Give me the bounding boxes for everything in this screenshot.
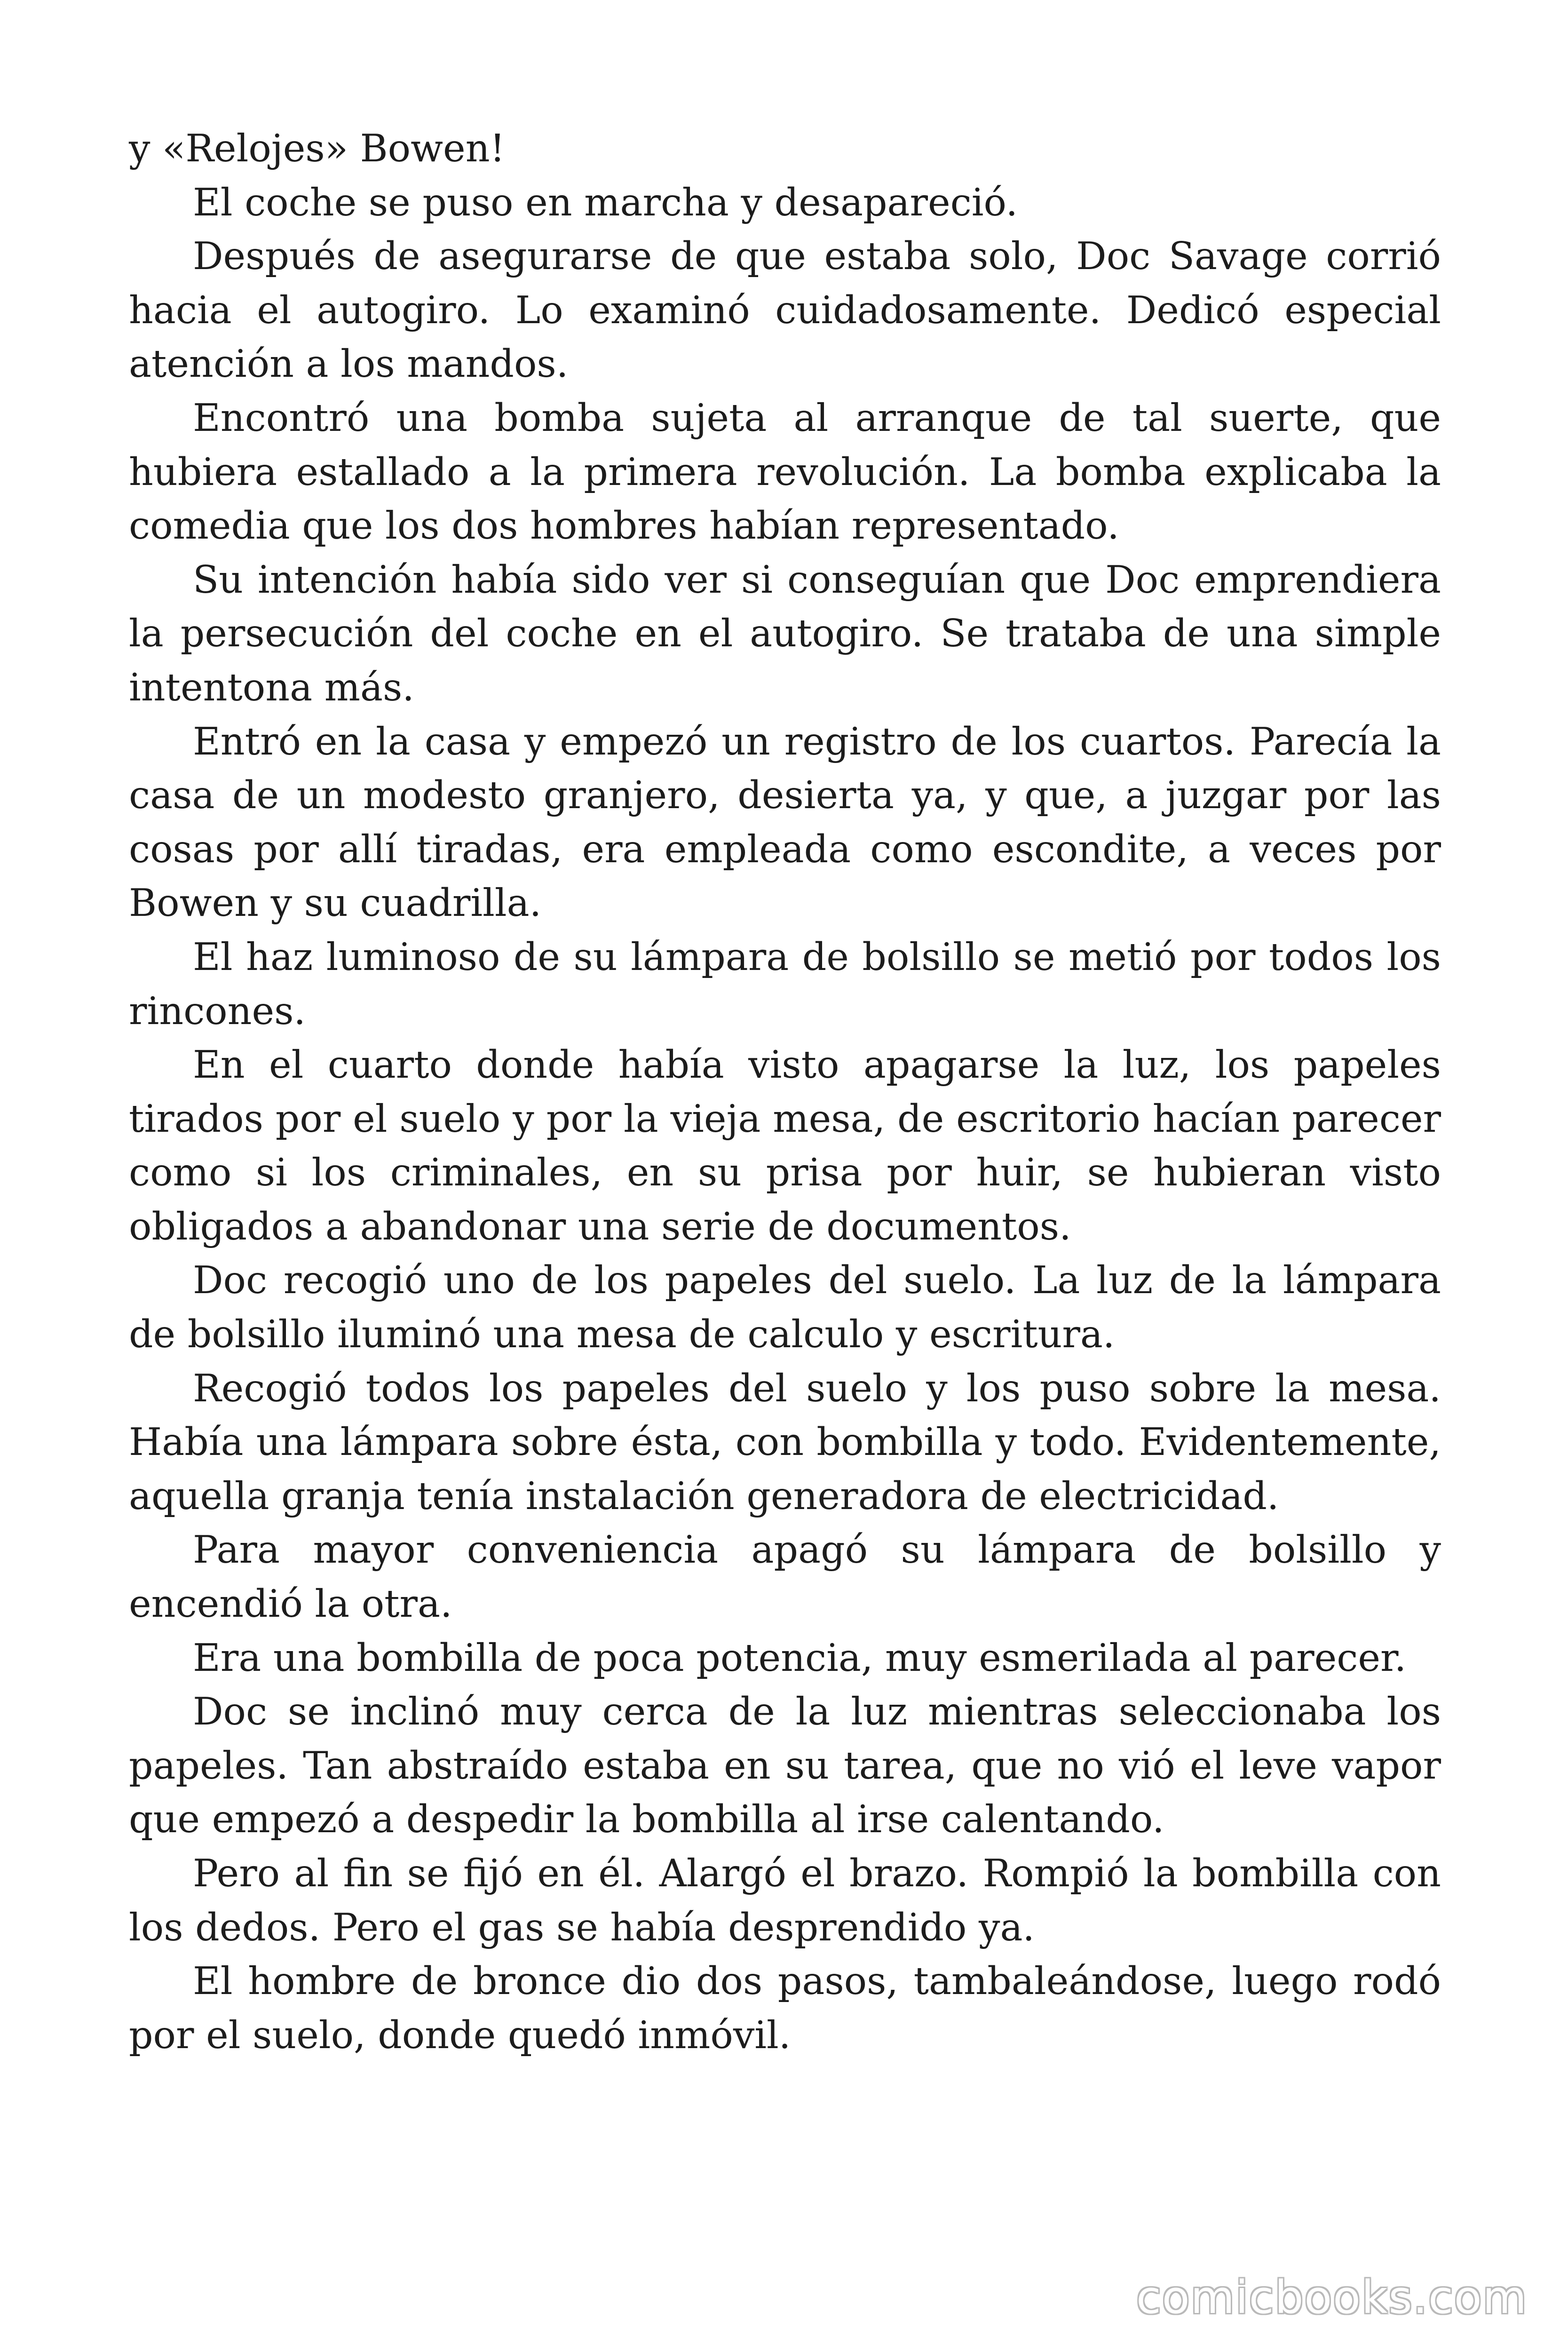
- paragraph: Doc se inclinó muy cerca de la luz mientras seleccionaba los papeles. Tan abstraído estaba en su tarea, que no vió el leve vapor que empezó a despedir la bombilla al irse calentando.: [129, 1689, 1441, 1842]
- paragraph: Encontró una bomba sujeta al arranque de tal suerte, que hubiera estallado a la primera revolución. La bomba explicaba la comedia que los dos hombres habían representado.: [129, 395, 1441, 548]
- paragraph: El hombre de bronce dio dos pasos, tambaleándose, luego rodó por el suelo, donde quedó inmóvil.: [129, 1959, 1441, 2057]
- page-body: [129, 121, 1441, 2062]
- paragraph: Entró en la casa y empezó un registro de los cuartos. Parecía la casa de un modesto granjero, desierta ya, y que, a juzgar por las cosas por allí tiradas, era empleada como escondite, a veces por Bowen y su cuadrilla.: [129, 719, 1441, 925]
- paragraph: Su intención había sido ver si conseguían que Doc emprendiera la persecución del coche en el autogiro. Se trataba de una simple intentona más.: [129, 557, 1441, 709]
- paragraph: Era una bombilla de poca potencia, muy esmerilada al parecer.: [193, 1635, 1407, 1680]
- paragraph: Para mayor conveniencia apagó su lámpara de bolsillo y encendió la otra.: [129, 1527, 1441, 1626]
- paragraph: Recogió todos los papeles del suelo y los puso sobre la mesa. Había una lámpara sobre ésta, con bombilla y todo. Evidentemente, aquella granja tenía instalación generadora de electricidad.: [129, 1366, 1441, 1518]
- paragraph: El haz luminoso de su lámpara de bolsillo se metió por todos los rincones.: [129, 934, 1441, 1033]
- paragraph: En el cuarto donde había visto apagarse la luz, los papeles tirados por el suelo y por la vieja mesa, de escritorio hacían parecer como si los criminales, en su prisa por huir, se hubieran visto obligados a abandonar una serie de documentos.: [129, 1042, 1441, 1248]
- paragraph: El coche se puso en marcha y desapareció.: [193, 180, 1018, 224]
- paragraph: y «Relojes» Bowen!: [129, 126, 505, 170]
- paragraph: Pero al fin se fijó en él. Alargó el brazo. Rompió la bombilla con los dedos. Pero el gas se había desprendido ya.: [129, 1851, 1441, 1949]
- paragraph: Doc recogió uno de los papeles del suelo. La luz de la lámpara de bolsillo iluminó una mesa de calculo y escritura.: [129, 1258, 1441, 1357]
- paragraph: Después de asegurarse de que estaba solo, Doc Savage corrió hacia el autogiro. Lo examinó cuidadosamente. Dedicó especial atención a los mandos.: [129, 234, 1441, 386]
- watermark: comicbooks.com: [1136, 2271, 1528, 2324]
